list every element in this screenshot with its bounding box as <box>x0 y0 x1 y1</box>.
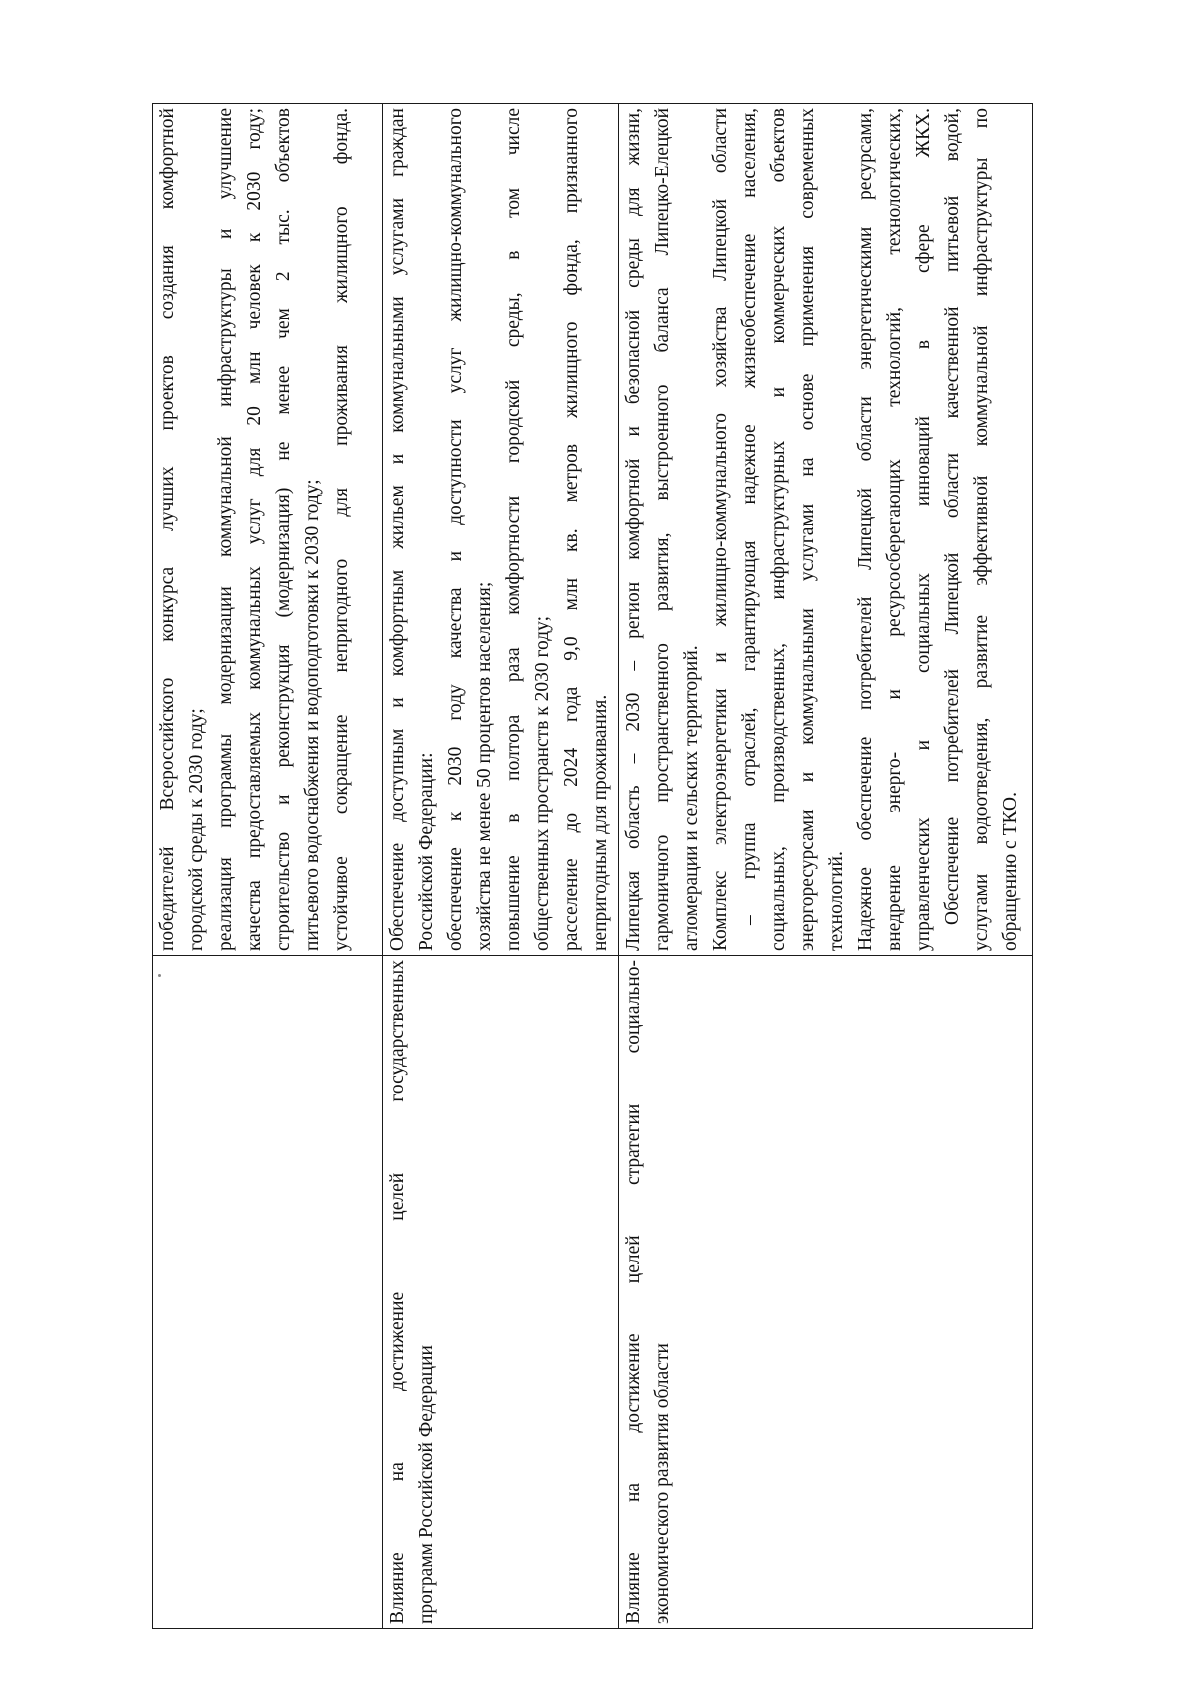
text-line: качества предоставляемых коммунальных услуг для 20 млн человек к 2030 году; <box>244 108 265 951</box>
text-line: технологий. <box>826 851 847 951</box>
text-line: – группа отраслей, гарантирующая надежное жизнеобеспечение населения, <box>739 108 760 925</box>
text-line: общественных пространств к 2030 году; <box>532 615 553 951</box>
text-line: программ Российской Федерации <box>416 1345 437 1624</box>
table-row <box>383 104 619 1629</box>
text-line: Комплекс электроэнергетики и жилищно-коммунального хозяйства Липецкой области <box>710 108 731 951</box>
text-line: внедрение энерго- и ресурсосберегающих технологий, технологических, <box>884 108 905 951</box>
text-line: Влияние на достижение целей государственных <box>387 960 408 1624</box>
text-line: непригодным для проживания. <box>590 694 611 951</box>
table-cell-label <box>153 956 383 1629</box>
text-line: обращению с ТКО. <box>1000 792 1021 951</box>
text-line: устойчивое сокращение непригодного для проживания жилищного фонда. <box>331 108 352 951</box>
text-line: энергоресурсами и коммунальными услугами на основе применения современных <box>797 108 818 951</box>
scan-speck <box>158 974 161 977</box>
text-line: питьевого водоснабжения и водоподготовки к 2030 году; <box>302 479 323 951</box>
text-line: гармоничного пространственного развития, выстроенного баланса Липецко-Елецкой <box>652 108 673 951</box>
text-line: городской среды к 2030 году; <box>186 708 207 951</box>
text-line: Обеспечение потребителей Липецкой области качественной питьевой водой, <box>942 108 963 925</box>
table-cell-content <box>383 104 619 956</box>
text-line: Влияние на достижение целей стратегии социально- <box>623 960 644 1624</box>
text-line: Липецкая область – 2030 – регион комфортной и безопасной среды для жизни, <box>623 108 644 951</box>
table-cell-content <box>153 104 383 956</box>
text-line: экономического развития области <box>652 1343 673 1624</box>
table-cell-label <box>619 956 1033 1629</box>
text-line: агломерации и сельских территорий. <box>681 645 702 951</box>
text-line: услугами водоотведения, развитие эффективной коммунальной инфраструктуры по <box>971 108 992 951</box>
table-cell-content <box>619 104 1033 956</box>
text-line: Обеспечение доступным и комфортным жильем и коммунальными услугами граждан <box>387 108 408 951</box>
text-line: строительство и реконструкция (модернизация) не менее чем 2 тыс. объектов <box>273 108 294 951</box>
text-line: обеспечение к 2030 году качества и доступности услуг жилищно-коммунального <box>445 108 466 951</box>
rotated-table-container <box>152 108 1032 1629</box>
text-line: победителей Всероссийского конкурса лучших проектов создания комфортной <box>157 108 178 951</box>
text-line: повышение в полтора раза комфортности городской среды, в том числе <box>503 108 524 951</box>
table-cell-label <box>383 956 619 1629</box>
text-line: реализация программы модернизации коммунальной инфраструктуры и улучшение <box>215 108 236 951</box>
table-row <box>153 104 383 1629</box>
text-line: Российской Федерации: <box>416 752 437 951</box>
text-line: расселение до 2024 года 9,0 млн кв. метров жилищного фонда, признанного <box>561 108 582 951</box>
document-table <box>152 103 1033 1629</box>
text-line: управленческих и социальных инноваций в сфере ЖКХ. <box>913 108 934 951</box>
text-line: Надежное обеспечение потребителей Липецкой области энергетическими ресурсами, <box>855 108 876 951</box>
table-row <box>619 104 1033 1629</box>
text-line: хозяйства не менее 50 процентов населения; <box>474 581 495 951</box>
text-line: социальных, производственных, инфраструктурных и коммерческих объектов <box>768 108 789 951</box>
